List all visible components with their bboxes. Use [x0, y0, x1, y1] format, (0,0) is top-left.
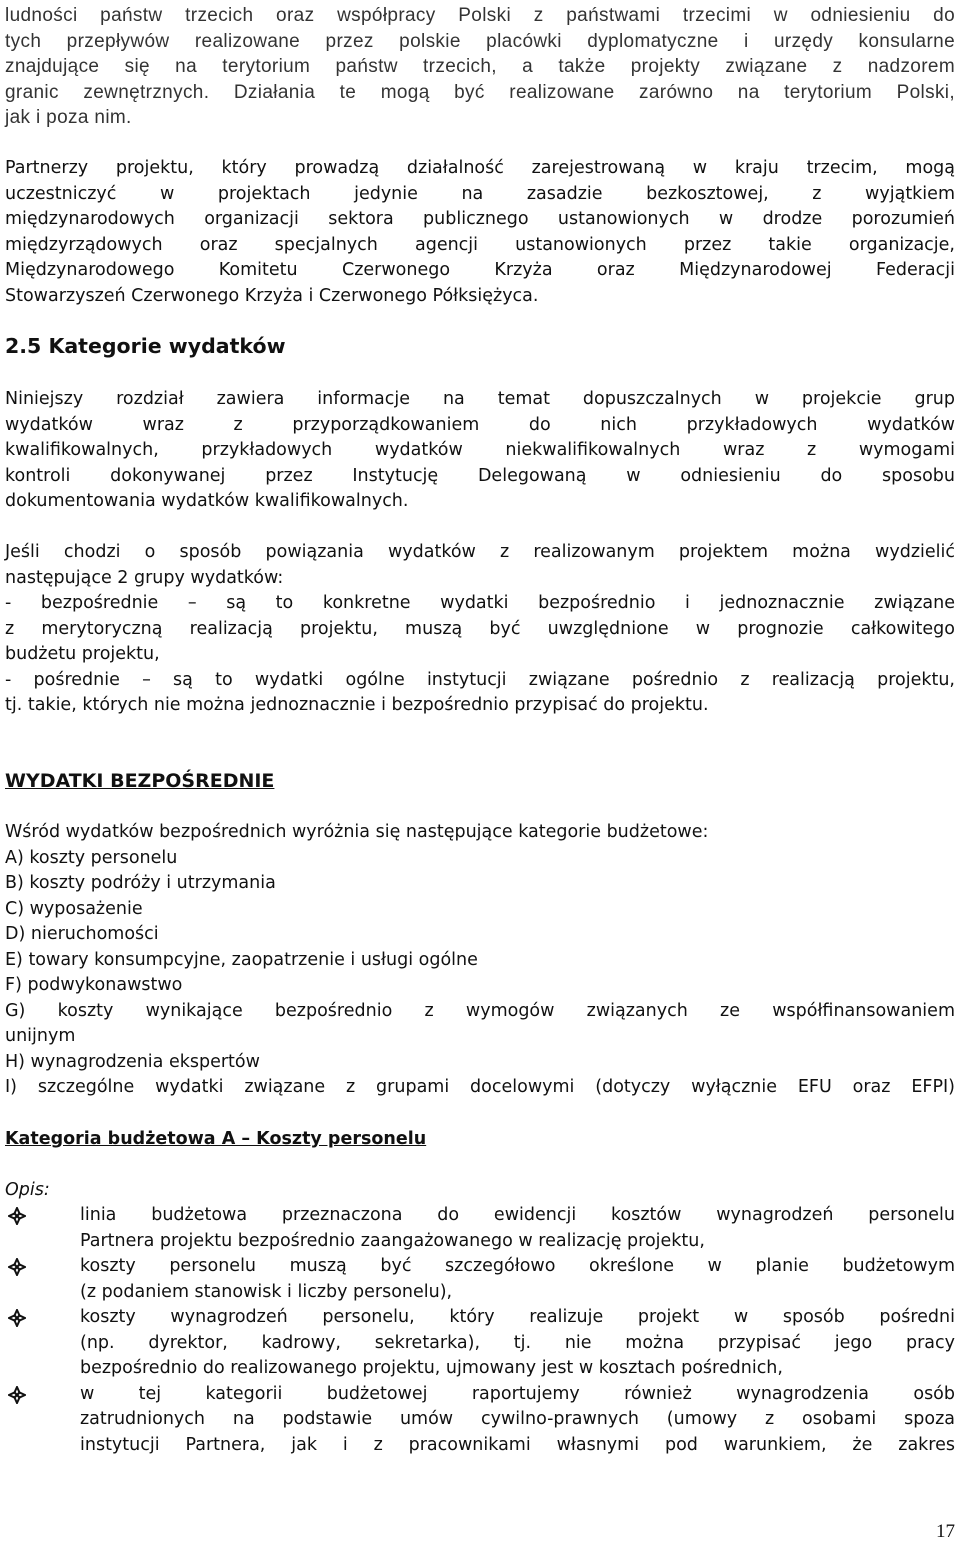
- text-line: bezpośrednio do realizowanego projektu, ujmowany jest w kosztach pośrednich,: [80, 1358, 783, 1378]
- intro-paragraph: [5, 3, 955, 131]
- category-item: G) koszty wynikające bezpośrednio z wymogów związanych ze współfinansowaniem: [5, 1000, 955, 1021]
- text-line: Stowarzyszeń Czerwonego Krzyża i Czerwonego Półksiężyca.: [5, 285, 539, 306]
- expense-groups-paragraph: [5, 540, 955, 719]
- section-intro-paragraph: [5, 387, 955, 515]
- text-line: uczestniczyć w projektach jedynie na zasadzie bezkosztowej, z wyjątkiem: [5, 183, 955, 204]
- text-line: kwalifikowalnych, przykładowych wydatków niekwalifikowalnych wraz z wymogami: [5, 440, 955, 460]
- text-line: tj. takie, których nie można jednoznacznie i bezpośrednio przypisać do projektu.: [5, 695, 709, 715]
- text-line: (z podaniem stanowisk i liczby personelu),: [80, 1281, 453, 1302]
- text-line: dokumentowania wydatków kwalifikowalnych.: [5, 491, 409, 511]
- category-item: unijnym: [5, 1026, 76, 1046]
- direct-expenses-heading: WYDATKI BEZPOŚREDNIE: [5, 770, 275, 792]
- text-line: Wśród wydatków bezpośrednich wyróżnia się następujące kategorie budżetowe:: [5, 822, 709, 842]
- category-item: H) wynagrodzenia ekspertów: [5, 1051, 260, 1072]
- bullet-item: [0, 1382, 955, 1459]
- text-line: instytucji Partnera, jak i z pracownikami własnymi pod warunkiem, że zakres: [80, 1434, 955, 1455]
- text-line: znajdujące się na terytorium państw trzecich, a także projekty związane z nadzorem: [5, 56, 955, 77]
- diamond-bullet-icon: [8, 1309, 26, 1327]
- diamond-bullet-icon: [8, 1386, 26, 1404]
- text-line: Jeśli chodzi o sposób powiązania wydatków z realizowanym projektem można wydzielić: [5, 542, 955, 562]
- text-line: linia budżetowa przeznaczona do ewidencji kosztów wynagrodzeń personelu: [80, 1205, 955, 1225]
- text-line: międzyrządowych oraz specjalnych agencji ustanowionych przez takie organizacje,: [5, 234, 955, 255]
- category-a-heading: Kategoria budżetowa A – Koszty personelu: [5, 1129, 427, 1149]
- text-line: Międzynarodowego Komitetu Czerwonego Krzyża oraz Międzynarodowej Federacji: [5, 260, 955, 280]
- text-line: Partnerzy projektu, który prowadzą działalność zarejestrowaną w kraju trzecim, mogą: [5, 158, 955, 178]
- category-item: F) podwykonawstwo: [5, 975, 183, 995]
- bullet-item: [0, 1203, 955, 1254]
- text-line: międzynarodowych organizacji sektora publicznego ustanowionych w drodze porozumień: [5, 209, 955, 229]
- text-line: koszty wynagrodzeń personelu, który realizuje projekt w sposób pośredni: [80, 1307, 955, 1327]
- section-heading: 2.5 Kategorie wydatków: [5, 334, 286, 358]
- budget-categories-list: [5, 820, 955, 1101]
- text-line: wydatków wraz z przyporządkowaniem do nich przykładowych wydatków: [5, 414, 955, 435]
- text-line: ludności państw trzecich oraz współpracy Polski z państwami trzecimi w odniesieniu do: [5, 5, 955, 26]
- category-item: A) koszty personelu: [5, 847, 178, 868]
- text-line: jak i poza nim.: [5, 107, 132, 128]
- text-line: tych przepływów realizowane przez polskie placówki dyplomatyczne i urzędy konsularne: [5, 30, 955, 52]
- bullet-item: [0, 1305, 955, 1382]
- partners-paragraph: [5, 156, 955, 309]
- bullet-item: [0, 1254, 955, 1305]
- text-line: budżetu projektu,: [5, 644, 160, 664]
- opis-label: Opis:: [5, 1180, 50, 1200]
- category-item: E) towary konsumpcyjne, zaopatrzenie i usługi ogólne: [5, 949, 478, 970]
- text-line: zatrudnionych na podstawie umów cywilno-prawnych (umowy z osobami spoza: [80, 1409, 955, 1429]
- text-line: - pośrednie – są to wydatki ogólne instytucji związane pośrednio z realizacją projektu,: [5, 669, 955, 690]
- text-line: - bezpośrednie – są to konkretne wydatki bezpośrednio i jednoznacznie związane: [5, 593, 955, 613]
- text-line: z merytoryczną realizacją projektu, muszą być uwzględnione w prognozie całkowitego: [5, 618, 955, 639]
- text-line: Niniejszy rozdział zawiera informacje na temat dopuszczalnych w projekcie grup: [5, 389, 955, 409]
- category-item: D) nieruchomości: [5, 924, 159, 944]
- page-number: 17: [936, 1521, 955, 1542]
- text-line: koszty personelu muszą być szczegółowo określone w planie budżetowym: [80, 1256, 955, 1276]
- text-line: następujące 2 grupy wydatków:: [5, 567, 284, 588]
- description-bullet-list: [0, 1203, 960, 1458]
- category-item: C) wyposażenie: [5, 898, 143, 919]
- diamond-bullet-icon: [8, 1207, 26, 1225]
- category-item: I) szczególne wydatki związane z grupami docelowymi (dotyczy wyłącznie EFU oraz EFPI): [5, 1077, 955, 1097]
- text-line: Partnera projektu bezpośrednio zaangażowanego w realizację projektu,: [80, 1230, 705, 1251]
- text-line: kontroli dokonywanej przez Instytucję Delegowaną w odniesieniu do sposobu: [5, 465, 955, 486]
- text-line: (np. dyrektor, kadrowy, sekretarka), tj. nie można przypisać jego pracy: [80, 1332, 955, 1353]
- diamond-bullet-icon: [8, 1258, 26, 1276]
- text-line: w tej kategorii budżetowej raportujemy również wynagrodzenia osób: [80, 1383, 955, 1404]
- category-item: B) koszty podróży i utrzymania: [5, 873, 276, 893]
- text-line: granic zewnętrznych. Działania te mogą być realizowane zarówno na terytorium Polski,: [5, 81, 955, 103]
